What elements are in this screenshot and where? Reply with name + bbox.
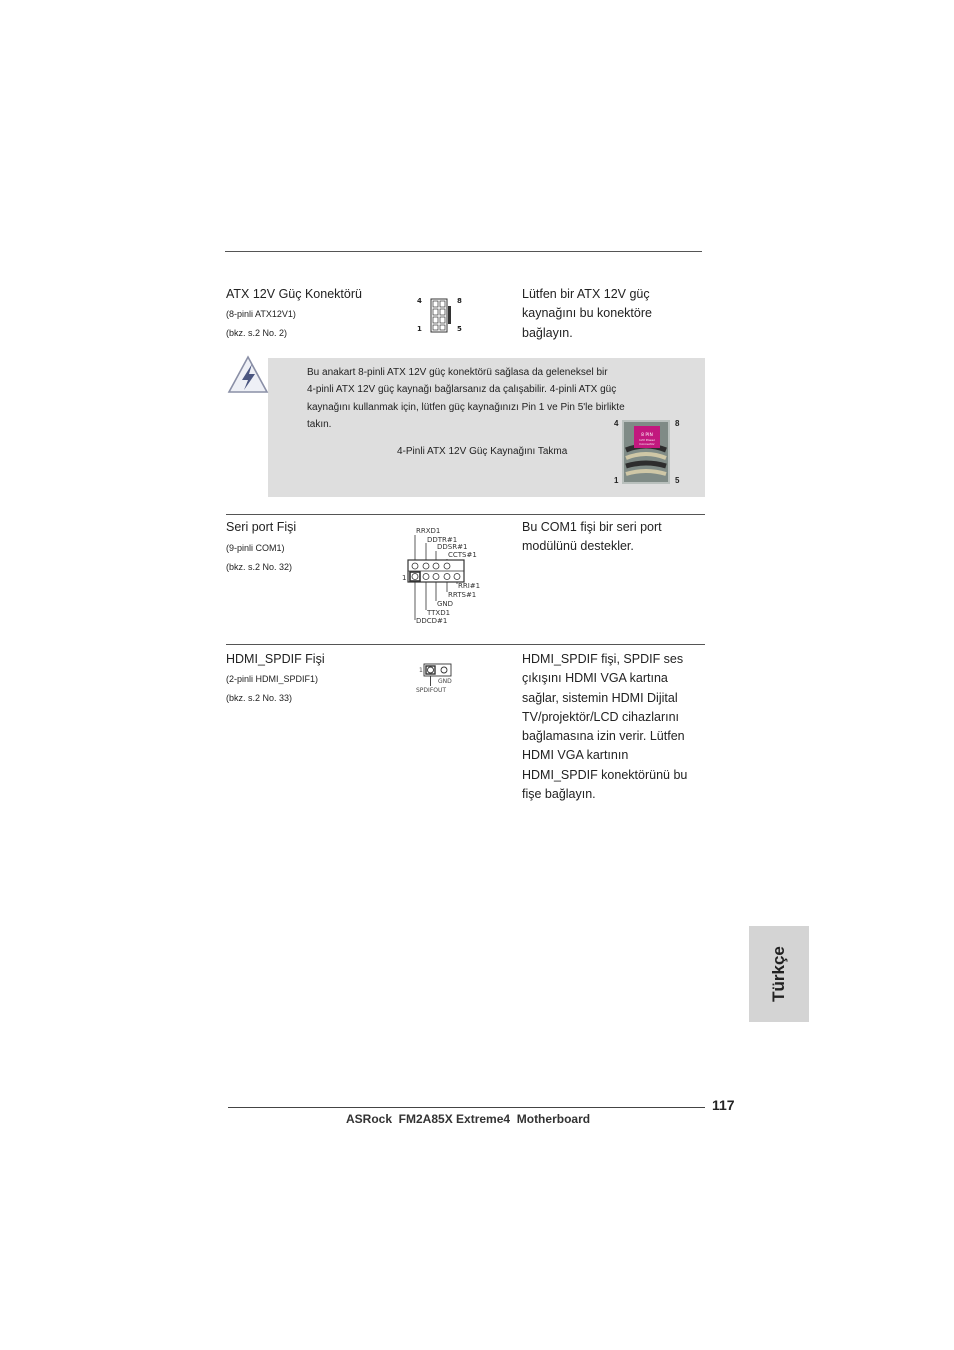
language-tab-label: Türkçe <box>769 946 788 1002</box>
top-divider <box>225 251 702 252</box>
serial-desc-line: Bu COM1 fişi bir seri port <box>522 520 662 534</box>
hdmi-desc-line: HDMI_SPDIF konektörünü bu <box>522 767 688 782</box>
serial-subtitle: (9-pinli COM1) <box>226 543 285 553</box>
atx-pin-1: 1 <box>417 325 422 333</box>
pin-one-marker: 1 <box>402 574 407 582</box>
photo-label-power: 12V Power <box>639 438 655 442</box>
photo-label-pin: 8 PIN <box>641 433 653 438</box>
serial-port-diagram <box>400 524 485 628</box>
hdmi-subtitle: (2-pinli HDMI_SPDIF1) <box>226 674 319 684</box>
pin-label-rrxd1: RRXD1 <box>416 527 441 535</box>
note-pin-8: 8 <box>675 419 680 428</box>
hdmi-description <box>522 650 687 804</box>
atx-pin-8: 8 <box>457 297 462 305</box>
hdmi-desc-line: TV/projektör/LCD cihazlarını <box>522 709 680 724</box>
note-line: kaynağını kullanmak için, lütfen güç kaynağınızı Pin 1 ve Pin 5'le birlikte <box>307 401 625 413</box>
atx-reference: (bkz. s.2 No. 2) <box>226 328 288 338</box>
atx-description <box>522 285 652 343</box>
hdmi-desc-line: bağlamasına izin verir. Lütfen <box>522 729 685 744</box>
hdmi-desc-line: sağlar, sistemin HDMI Dijital <box>522 690 678 705</box>
pin-label-rri1: RRI#1 <box>458 582 481 590</box>
note-caption: 4-Pinli ATX 12V Güç Kaynağını Takma <box>397 446 568 457</box>
atx-desc-line: Lütfen bir ATX 12V güç <box>522 287 650 301</box>
note-line: Bu anakart 8-pinli ATX 12V güç konektörü sağlasa da geleneksel bir <box>307 367 608 378</box>
note-pin-1: 1 <box>614 476 619 485</box>
atx-desc-line: kaynağını bu konektöre <box>522 306 652 321</box>
atx-pin-4: 4 <box>417 297 422 305</box>
page-number: 117 <box>712 1097 735 1113</box>
atx-pin-5: 5 <box>457 325 462 333</box>
atx-title: ATX 12V Güç Konektörü <box>226 287 362 301</box>
hdmi-reference: (bkz. s.2 No. 33) <box>226 693 293 703</box>
warning-icon <box>227 354 271 396</box>
serial-desc-line: modülünü destekler. <box>522 539 634 554</box>
hdmi-divider <box>226 644 705 645</box>
note-line: 4-pinli ATX 12V güç kaynağı bağlarsanız da çalışabilir. 4-pinli ATX güç <box>307 384 617 396</box>
pin-label-ddcd1: DDCD#1 <box>416 617 448 625</box>
note-line: takın. <box>307 418 332 430</box>
serial-divider <box>226 514 705 515</box>
hdmi-spdif-diagram <box>412 660 460 696</box>
pin-label-ccts1: CCTS#1 <box>448 551 477 559</box>
pin-label-spdifout: SPDIFOUT <box>416 687 447 694</box>
atx-desc-line: bağlayın. <box>522 325 573 340</box>
pin-label-rrts1: RRTS#1 <box>448 591 477 599</box>
connector-photo <box>622 420 670 484</box>
serial-title: Seri port Fişi <box>226 520 297 534</box>
hdmi-desc-line: HDMI_SPDIF fişi, SPDIF ses <box>522 652 684 666</box>
pin-label-gnd: GND <box>437 600 454 608</box>
atx-subtitle: (8-pinli ATX12V1) <box>226 309 296 319</box>
hdmi-desc-line: HDMI VGA kartının <box>522 748 629 763</box>
footer-model: ASRock FM2A85X Extreme4 Motherboard <box>346 1112 591 1126</box>
hdmi-pin-one-marker: 1 <box>419 667 423 674</box>
pin-label-ddsr1: DDSR#1 <box>437 543 468 551</box>
pin-label-ddtr1: DDTR#1 <box>427 536 458 544</box>
hdmi-title: HDMI_SPDIF Fişi <box>226 652 325 666</box>
atx-connector-diagram <box>412 292 468 338</box>
serial-reference: (bkz. s.2 No. 32) <box>226 562 293 572</box>
hdmi-desc-line: fişe bağlayın. <box>522 787 596 802</box>
hdmi-desc-line: çıkışını HDMI VGA kartına <box>522 671 668 686</box>
pin-label-ttxd1: TTXD1 <box>427 609 451 617</box>
pin-label-gnd: GND <box>438 678 452 685</box>
note-pin-5: 5 <box>675 476 680 485</box>
note-text <box>307 364 667 433</box>
serial-description <box>522 518 662 557</box>
footer-divider <box>228 1107 705 1108</box>
note-pin-4: 4 <box>614 419 619 428</box>
language-tab <box>749 926 809 1022</box>
photo-label-connector: Connector <box>639 442 655 446</box>
